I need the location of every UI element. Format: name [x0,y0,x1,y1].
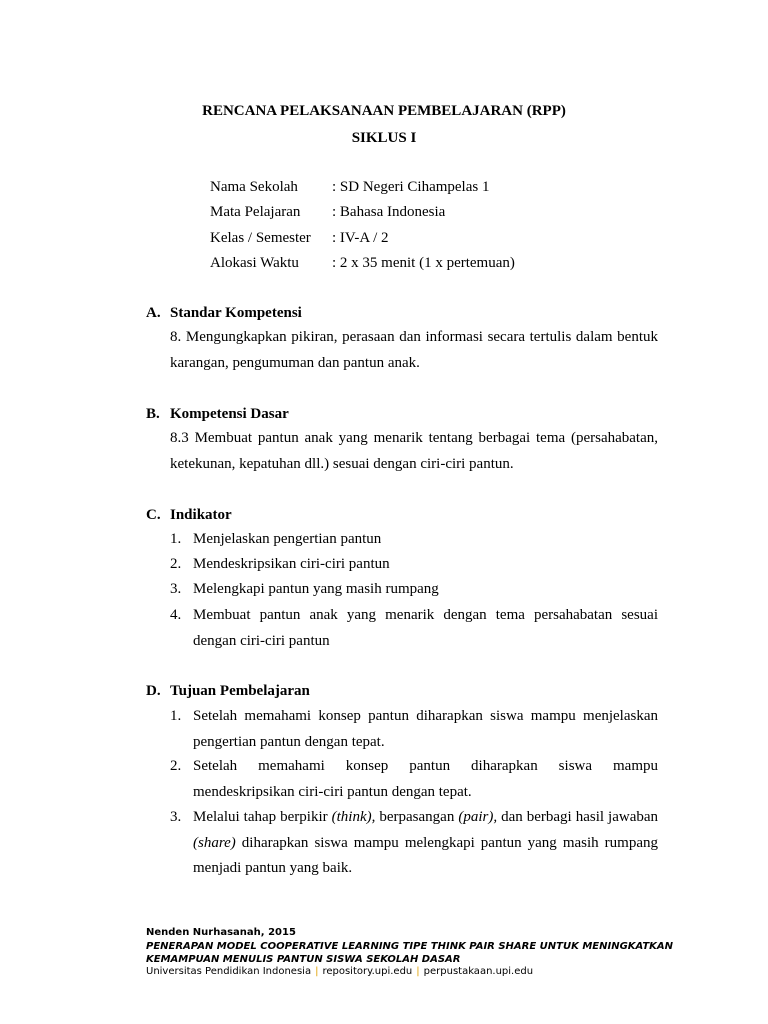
item-text: Melengkapi pantun yang masih rumpang [193,581,439,597]
section-letter: C. [146,507,161,523]
document-subtitle: SIKLUS I [351,130,417,146]
info-label: Alokasi Waktu [210,255,299,271]
footer-separator: | [315,966,319,977]
item-number: 2. [170,758,182,774]
objective-item [170,805,658,882]
indicator-item [170,527,658,553]
indicator-item [170,603,658,654]
document-title: RENCANA PELAKSANAAN PEMBELAJARAN (RPP) [202,103,566,119]
section-b-text: 8.3 Membuat pantun anak yang menarik tentang berbagai tema (persahabatan, ketekunan, kepatuhan dll.) sesuai dengan ciri-ciri pantun. [170,430,658,472]
objective-item [170,754,658,805]
section-letter: B. [146,406,160,422]
italic-term-think: (think), [331,809,376,825]
info-label: Nama Sekolah [210,179,298,195]
section-title: Kompetensi Dasar [170,406,289,422]
section-title: Indikator [170,507,232,523]
info-label: Kelas / Semester [210,230,311,246]
item-text: Menjelaskan pengertian pantun [193,531,382,547]
info-value: : SD Negeri Cihampelas 1 [332,179,490,195]
italic-term-share: (share) [193,834,236,851]
item-text-part: Melalui tahap berpikir [193,809,332,825]
section-title: Standar Kompetensi [170,305,302,321]
footer-separator: | [416,966,420,977]
footer-author: Nenden Nurhasanah, 2015 [146,927,296,938]
indicator-item [170,552,658,578]
info-value: : Bahasa Indonesia [332,204,446,220]
section-letter: A. [146,305,161,321]
footer-repository-link[interactable]: repository.upi.edu [322,966,413,977]
item-number: 1. [170,708,182,724]
section-title: Tujuan Pembelajaran [170,683,310,699]
item-text: Membuat pantun anak yang menarik dengan tema persahabatan sesuai dengan ciri-ciri pantun [193,607,658,649]
info-value: : 2 x 35 menit (1 x pertemuan) [332,255,515,271]
objective-item [170,704,658,755]
section-letter: D. [146,683,161,699]
item-number: 3. [170,809,182,825]
item-number: 3. [170,581,182,597]
section-d-heading [146,681,310,701]
footer-thesis-title-line1: PENERAPAN MODEL COOPERATIVE LEARNING TIPE THINK PAIR SHARE UNTUK MENINGKATKAN [146,941,673,952]
item-text: Mendeskripsikan ciri-ciri pantun [193,556,390,572]
item-text: Setelah memahami konsep pantun diharapkan siswa mampu menjelaskan pengertian pantun dengan tepat. [193,708,658,750]
section-b-heading [146,404,289,424]
section-a-heading [146,303,302,323]
item-text-part: dan berbagi hasil jawaban [497,809,659,825]
section-a-text: 8. Mengungkapkan pikiran, perasaan dan informasi secara tertulis dalam bentuk karangan, pengumuman dan pantun anak. [170,329,658,371]
item-number: 1. [170,531,182,547]
info-label: Mata Pelajaran [210,204,301,220]
item-text [193,805,658,882]
item-number: 4. [170,607,182,623]
section-c-heading [146,505,232,525]
item-text-part: diharapkan siswa mampu melengkapi pantun yang masih rumpang menjadi pantun yang baik. [193,834,658,876]
info-value: : IV-A / 2 [332,230,389,246]
footer-library-link[interactable]: perpustakaan.upi.edu [423,966,534,977]
indicator-item [170,577,658,603]
footer-thesis-title-line2: KEMAMPUAN MENULIS PANTUN SISWA SEKOLAH DASAR [146,954,461,965]
italic-term-pair: (pair), [458,809,498,825]
item-number: 2. [170,556,182,572]
footer-institution [146,966,533,978]
item-text-part: berpasangan [375,809,459,825]
item-text: Setelah memahami konsep pantun diharapkan siswa mampu mendeskripsikan ciri-ciri pantun dengan tepat. [193,758,658,800]
footer-university: Universitas Pendidikan Indonesia [146,966,312,977]
